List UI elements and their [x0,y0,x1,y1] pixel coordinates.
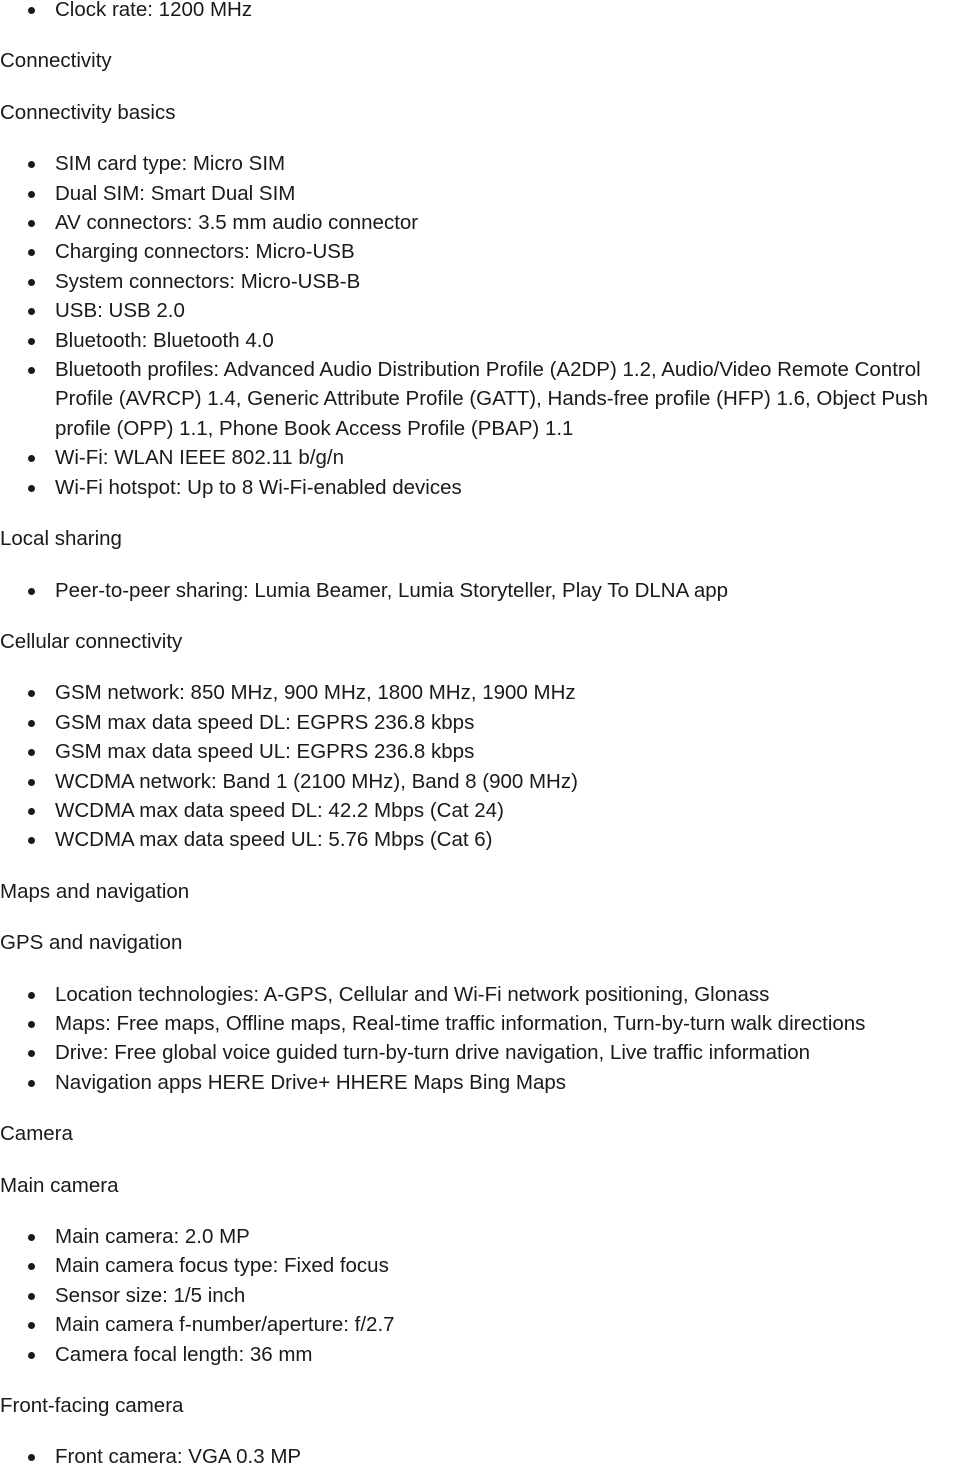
spec-list-item [0,1222,960,1251]
block-spacer [0,127,960,149]
block-spacer [0,502,960,524]
block-spacer [0,958,960,980]
section-heading-connectivity-basics: Connectivity basics [0,100,176,124]
bullet-icon [28,1352,35,1359]
spec-list-item [0,678,960,707]
spec-list-item [0,1009,960,1038]
spec-list-item [0,1251,960,1280]
section-heading-connectivity: Connectivity [0,49,112,73]
bullet-icon [28,1263,35,1270]
spec-list-item [0,1038,960,1067]
spec-item-text: Navigation apps HERE Drive+ HHERE Maps Bing Maps [55,1070,566,1094]
spec-item-text: System connectors: Micro-USB-B [55,269,361,293]
spec-list-item [0,576,960,605]
spec-list-item [0,1442,960,1471]
bullet-icon [28,455,35,462]
spec-item-text: Charging connectors: Micro-USB [55,240,355,264]
block-spacer [0,1369,960,1391]
bullet-icon [28,1293,35,1300]
bullet-icon [28,485,35,492]
spec-list-item [0,1068,960,1097]
spec-list-item [0,179,960,208]
spec-item-text: Dual SIM: Smart Dual SIM [55,181,296,205]
bullet-icon [28,779,35,786]
spec-list [0,0,960,24]
block-spacer [0,554,960,576]
spec-item-text: Camera focal length: 36 mm [55,1342,313,1366]
section-heading-cellular-connectivity: Cellular connectivity [0,629,183,653]
spec-item-text: WCDMA network: Band 1 (2100 MHz), Band 8 (900 MHz) [55,769,578,793]
bullet-icon [28,1050,35,1057]
block-spacer [0,76,960,98]
bullet-icon [28,308,35,315]
spec-list-item [0,237,960,266]
spec-item-text: USB: USB 2.0 [55,299,185,323]
spec-list-item [0,737,960,766]
block-spacer [0,656,960,678]
block-spacer [0,1200,960,1222]
spec-item-text: Main camera f-number/aperture: f/2.7 [55,1313,395,1337]
spec-list [0,980,960,1098]
spec-list-item [0,296,960,325]
section-heading-gps-and-navigation: GPS and navigation [0,931,183,955]
spec-item-text: Location technologies: A-GPS, Cellular and Wi-Fi network positioning, Glonass [55,982,770,1006]
spec-item-text: Maps: Free maps, Offline maps, Real-time traffic information, Turn-by-turn walk directions [55,1011,866,1035]
section-heading-maps-and-navigation: Maps and navigation [0,879,190,903]
spec-item-text: Front camera: VGA 0.3 MP [55,1445,302,1469]
bullet-icon [28,690,35,697]
block-spacer [0,24,960,46]
spec-item-text: Wi-Fi hotspot: Up to 8 Wi-Fi-enabled devices [55,475,462,499]
bullet-icon [28,808,35,815]
bullet-icon [28,1021,35,1028]
section-heading-front-facing-camera: Front-facing camera [0,1394,184,1418]
spec-item-text: Main camera: 2.0 MP [55,1225,250,1248]
bullet-icon [28,837,35,844]
bullet-icon [28,7,35,14]
block-spacer [0,906,960,928]
block-spacer [0,855,960,877]
spec-item-text: GSM network: 850 MHz, 900 MHz, 1800 MHz, 1900 MHz [55,681,576,705]
bullet-icon [28,367,35,374]
bullet-icon [28,720,35,727]
section-heading-local-sharing: Local sharing [0,527,122,551]
bullet-icon [28,588,35,595]
spec-list-item [0,355,960,443]
spec-item-text: Sensor size: 1/5 inch [55,1283,246,1307]
block-spacer [0,1149,960,1171]
spec-item-text: Peer-to-peer sharing: Lumia Beamer, Lumia Storyteller, Play To DLNA app [55,578,729,602]
spec-list-item [0,796,960,825]
spec-list-item [0,0,960,24]
spec-item-text: Clock rate: 1200 MHz [55,0,253,21]
spec-list-item [0,208,960,237]
spec-item-text: Main camera focus type: Fixed focus [55,1254,389,1278]
spec-list [0,149,960,502]
spec-list [0,678,960,854]
spec-item-text: Bluetooth profiles: Advanced Audio Distribution Profile (A2DP) 1.2, Audio/Video Remote Control Profile (AVRCP) 1.4, Generic Attribute Profile (GATT), Hands-free profile (HFP) 1.6, Object Push profile (OPP) 1.1, Phone Book Access Profile (PBAP) 1.1 [55,358,929,440]
bullet-icon [28,1234,35,1241]
bullet-icon [28,249,35,256]
section-heading-main-camera: Main camera [0,1173,119,1197]
bullet-icon [28,1080,35,1087]
block-spacer [0,1420,960,1442]
spec-item-text: AV connectors: 3.5 mm audio connector [55,211,419,235]
bullet-icon [28,1454,35,1461]
bullet-icon [28,191,35,198]
spec-item-text: Drive: Free global voice guided turn-by-turn drive navigation, Live traffic information [55,1041,811,1065]
bullet-icon [28,338,35,345]
spec-item-text: WCDMA max data speed UL: 5.76 Mbps (Cat 6) [55,828,493,852]
bullet-icon [28,279,35,286]
spec-list [0,1222,960,1369]
spec-item-text: Bluetooth: Bluetooth 4.0 [55,328,274,352]
spec-list-item [0,326,960,355]
section-heading-camera: Camera [0,1122,73,1146]
spec-item-text: SIM card type: Micro SIM [55,152,286,176]
block-spacer [0,1097,960,1119]
spec-item-text: GSM max data speed UL: EGPRS 236.8 kbps [55,740,475,764]
spec-list-item [0,473,960,502]
bullet-icon [28,220,35,227]
bullet-icon [28,161,35,168]
bullet-icon [28,992,35,999]
spec-list-item [0,767,960,796]
bullet-icon [28,749,35,756]
spec-item-text: GSM max data speed DL: EGPRS 236.8 kbps [55,710,475,734]
spec-list-item [0,267,960,296]
block-spacer [0,605,960,627]
spec-list-item [0,1281,960,1310]
spec-list-item [0,443,960,472]
spec-list-item [0,980,960,1009]
spec-list-item [0,708,960,737]
spec-list [0,1442,960,1471]
spec-list [0,576,960,605]
spec-item-text: Wi-Fi: WLAN IEEE 802.11 b/g/n [55,446,345,470]
bullet-icon [28,1322,35,1329]
spec-item-text: WCDMA max data speed DL: 42.2 Mbps (Cat 24) [55,798,504,822]
spec-list-item [0,1340,960,1369]
spec-list-item [0,1310,960,1339]
spec-list-item [0,825,960,854]
spec-list-item [0,149,960,178]
